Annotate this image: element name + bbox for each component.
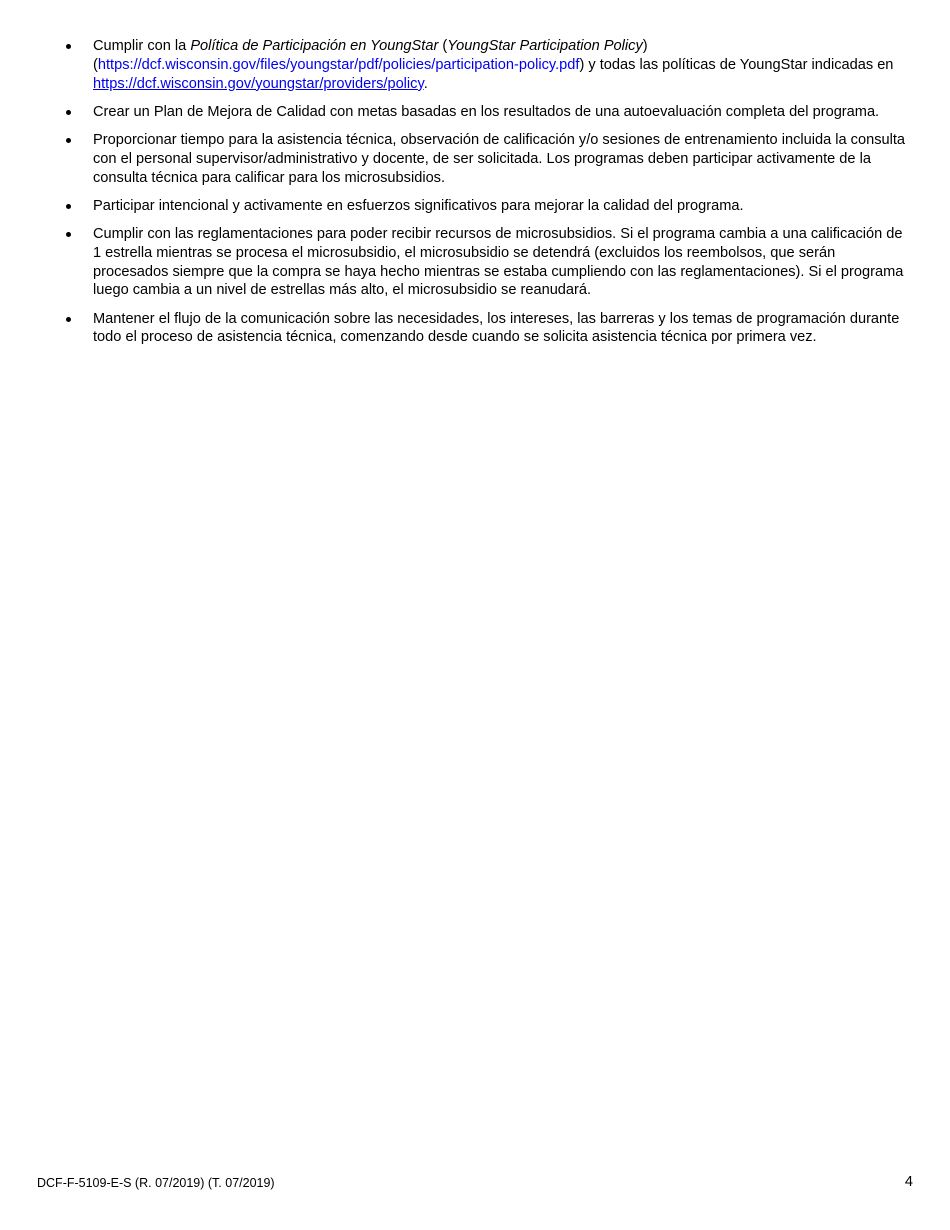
- participation-policy-link[interactable]: https://dcf.wisconsin.gov/files/youngstar/pdf/policies/participation-policy.pdf: [97, 56, 580, 73]
- bullet-icon: [66, 232, 71, 237]
- list-item: [60, 103, 908, 122]
- page-number: 4: [904, 1174, 913, 1190]
- item-text: Proporcionar tiempo para la asistencia técnica, observación de calificación y/o sesiones de entrenamiento incluida la consulta con el personal supervisor/administrativo y docente, de ser solicitada. Los programas deben participar activamente de la consulta técnica para calificar para los microsubsidios.: [93, 131, 906, 186]
- requirements-list: [60, 37, 908, 357]
- item-text: ) y todas las políticas de YoungStar indicadas en: [579, 56, 894, 73]
- bullet-icon: [66, 138, 71, 143]
- list-item: [60, 37, 908, 93]
- list-item: [60, 197, 908, 216]
- bullet-icon: [66, 317, 71, 322]
- list-item: [60, 225, 908, 300]
- bullet-icon: [66, 204, 71, 209]
- policy-title-es: Política de Participación en YoungStar: [190, 38, 439, 54]
- form-identifier: DCF-F-5109-E-S (R. 07/2019) (T. 07/2019): [37, 1176, 275, 1190]
- bullet-icon: [66, 110, 71, 115]
- item-text: Crear un Plan de Mejora de Calidad con metas basadas en los resultados de una autoevaluación completa del programa.: [93, 103, 880, 120]
- list-item: [60, 310, 908, 348]
- item-text: ) (: [93, 38, 648, 73]
- providers-policy-link[interactable]: https://dcf.wisconsin.gov/youngstar/providers/policy: [93, 75, 424, 92]
- bullet-icon: [66, 44, 71, 49]
- item-text: Participar intencional y activamente en esfuerzos significativos para mejorar la calidad del programa.: [93, 197, 744, 214]
- list-item: [60, 131, 908, 187]
- item-text: Cumplir con las reglamentaciones para poder recibir recursos de microsubsidios. Si el programa cambia a una calificación de 1 estrella mientras se procesa el microsubsidio, el microsubsidio se detendrá (excluidos los reembolsos, que serán procesados siempre que la compra se haya hecho mientras se estaba cumpliendo con las reglamentaciones). Si el programa luego cambia a un nivel de estrellas más alto, el microsubsidio se reanudará.: [93, 225, 904, 299]
- item-text: Cumplir con la: [93, 38, 191, 54]
- item-text: (: [438, 38, 448, 54]
- item-text: Mantener el flujo de la comunicación sobre las necesidades, los intereses, las barreras y los temas de programación durante todo el proceso de asistencia técnica, comenzando desde cuando se solicita asistencia técnica por primera vez.: [93, 310, 900, 346]
- policy-title-en: YoungStar Participation Policy: [447, 38, 643, 54]
- item-text: .: [423, 75, 428, 92]
